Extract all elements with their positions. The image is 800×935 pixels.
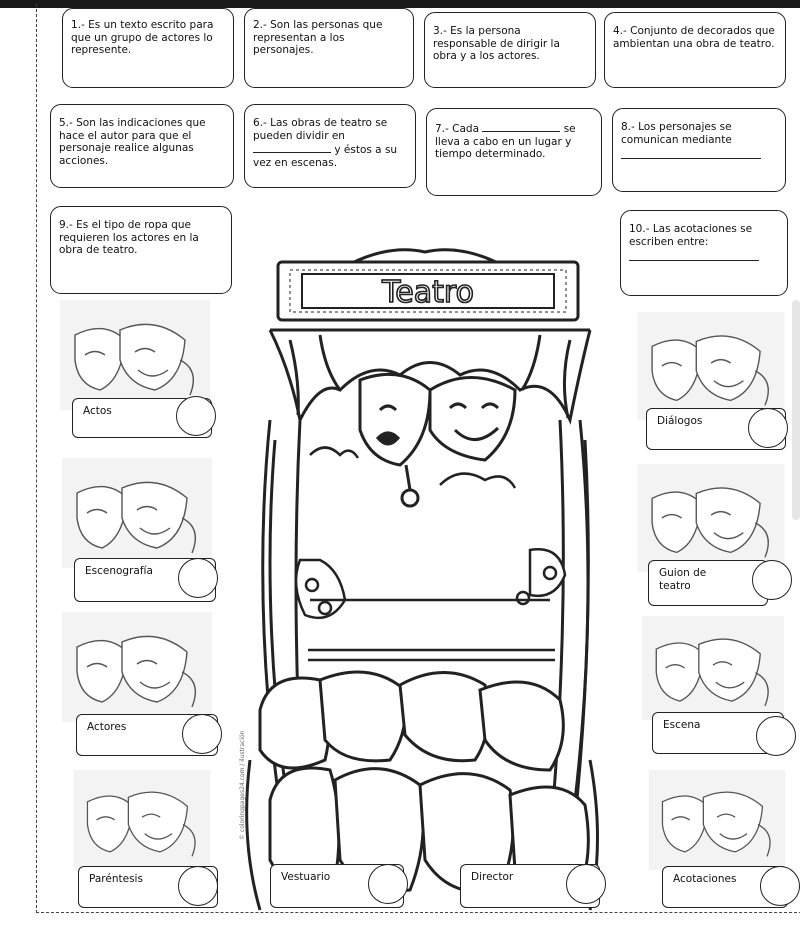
answer-circle[interactable] <box>178 558 218 598</box>
answer-label: Paréntesis <box>89 873 143 885</box>
question-6-text-b: y éstos a su vez en escenas. <box>253 144 398 169</box>
masks-icon <box>636 312 786 420</box>
answer-label: Escenografía <box>85 565 153 577</box>
question-5-text: 5.- Son las indicaciones que hace el autor para que el personaje realice algunas acciones. <box>59 117 206 167</box>
answer-blank-6[interactable] <box>253 142 331 153</box>
answer-label: Acotaciones <box>673 873 737 885</box>
question-8 <box>612 108 786 192</box>
question-8-text: 8.- Los personajes se comunican mediante <box>621 121 732 146</box>
question-3-text: 3.- Es la persona responsable de dirigir la obra y a los actores. <box>433 25 560 62</box>
sign-title: Teatro <box>382 275 474 310</box>
answer-circle[interactable] <box>368 864 408 904</box>
answer-circle[interactable] <box>748 408 788 448</box>
mask-card-right-2 <box>636 464 786 572</box>
answer-label: Actores <box>87 721 127 733</box>
answer-circle[interactable] <box>752 560 792 600</box>
question-2 <box>244 8 414 88</box>
masks-icon <box>640 616 786 720</box>
theater-sign <box>278 250 578 320</box>
answer-circle[interactable] <box>176 396 216 436</box>
question-2-text: 2.- Son las personas que representan a los personajes. <box>253 19 383 56</box>
stage-backdrop <box>296 448 565 661</box>
answer-blank-10[interactable] <box>629 248 759 261</box>
question-7 <box>426 108 602 196</box>
question-4-text: 4.- Conjunto de decorados que ambientan una obra de teatro. <box>613 25 775 50</box>
masks-icon <box>62 612 212 722</box>
masks-icon <box>636 464 786 572</box>
scrollbar[interactable] <box>792 300 800 520</box>
answer-label: Actos <box>83 405 112 417</box>
answer-blank-8[interactable] <box>621 146 761 159</box>
mask-card-left-1 <box>60 300 210 410</box>
question-9-text: 9.- Es el tipo de ropa que requieren los actores en la obra de teatro. <box>59 219 199 256</box>
question-10 <box>620 210 788 296</box>
answer-label: Diálogos <box>657 415 703 427</box>
question-1-text: 1.- Es un texto escrito para que un grupo de actores lo represente. <box>71 19 214 56</box>
answer-label: Director <box>471 871 514 883</box>
answer-circle[interactable] <box>760 866 800 906</box>
question-6-text-a: 6.- Las obras de teatro se pueden dividir en <box>253 117 388 142</box>
question-7-text-a: 7.- Cada <box>435 123 480 135</box>
mask-card-left-3 <box>62 612 212 722</box>
answer-circle[interactable] <box>566 864 606 904</box>
masks-icon <box>62 458 212 568</box>
theater-illustration <box>230 240 620 920</box>
masks-icon <box>60 300 210 410</box>
answer-label: Escena <box>663 719 701 731</box>
question-7-text-b: se lleva a cabo en un lugar y tiempo determinado. <box>435 123 576 160</box>
mask-card-right-1 <box>636 312 786 420</box>
masks-icon <box>648 770 786 870</box>
question-9 <box>50 206 232 294</box>
answer-circle[interactable] <box>178 866 218 906</box>
answer-circle[interactable] <box>756 716 796 756</box>
question-5 <box>50 104 234 188</box>
answer-label: Vestuario <box>281 871 331 883</box>
mask-card-left-4 <box>72 770 212 870</box>
mask-card-left-2 <box>62 458 212 568</box>
mask-card-right-4 <box>648 770 786 870</box>
question-10-text: 10.- Las acotaciones se escriben entre: <box>629 223 753 248</box>
answer-circle[interactable] <box>182 714 222 754</box>
question-4 <box>604 12 786 88</box>
illustration-credit: © coloringpages24.com / ilustración <box>239 730 246 840</box>
answer-blank-7[interactable] <box>482 121 560 132</box>
answer-label: Guion de teatro <box>659 567 707 592</box>
answer-card-guion[interactable] <box>648 560 768 606</box>
masks-icon <box>72 770 212 870</box>
drama-masks <box>360 374 515 506</box>
question-6 <box>244 104 416 188</box>
question-1 <box>62 8 234 88</box>
mask-card-right-3 <box>640 616 786 720</box>
question-3 <box>424 12 596 88</box>
